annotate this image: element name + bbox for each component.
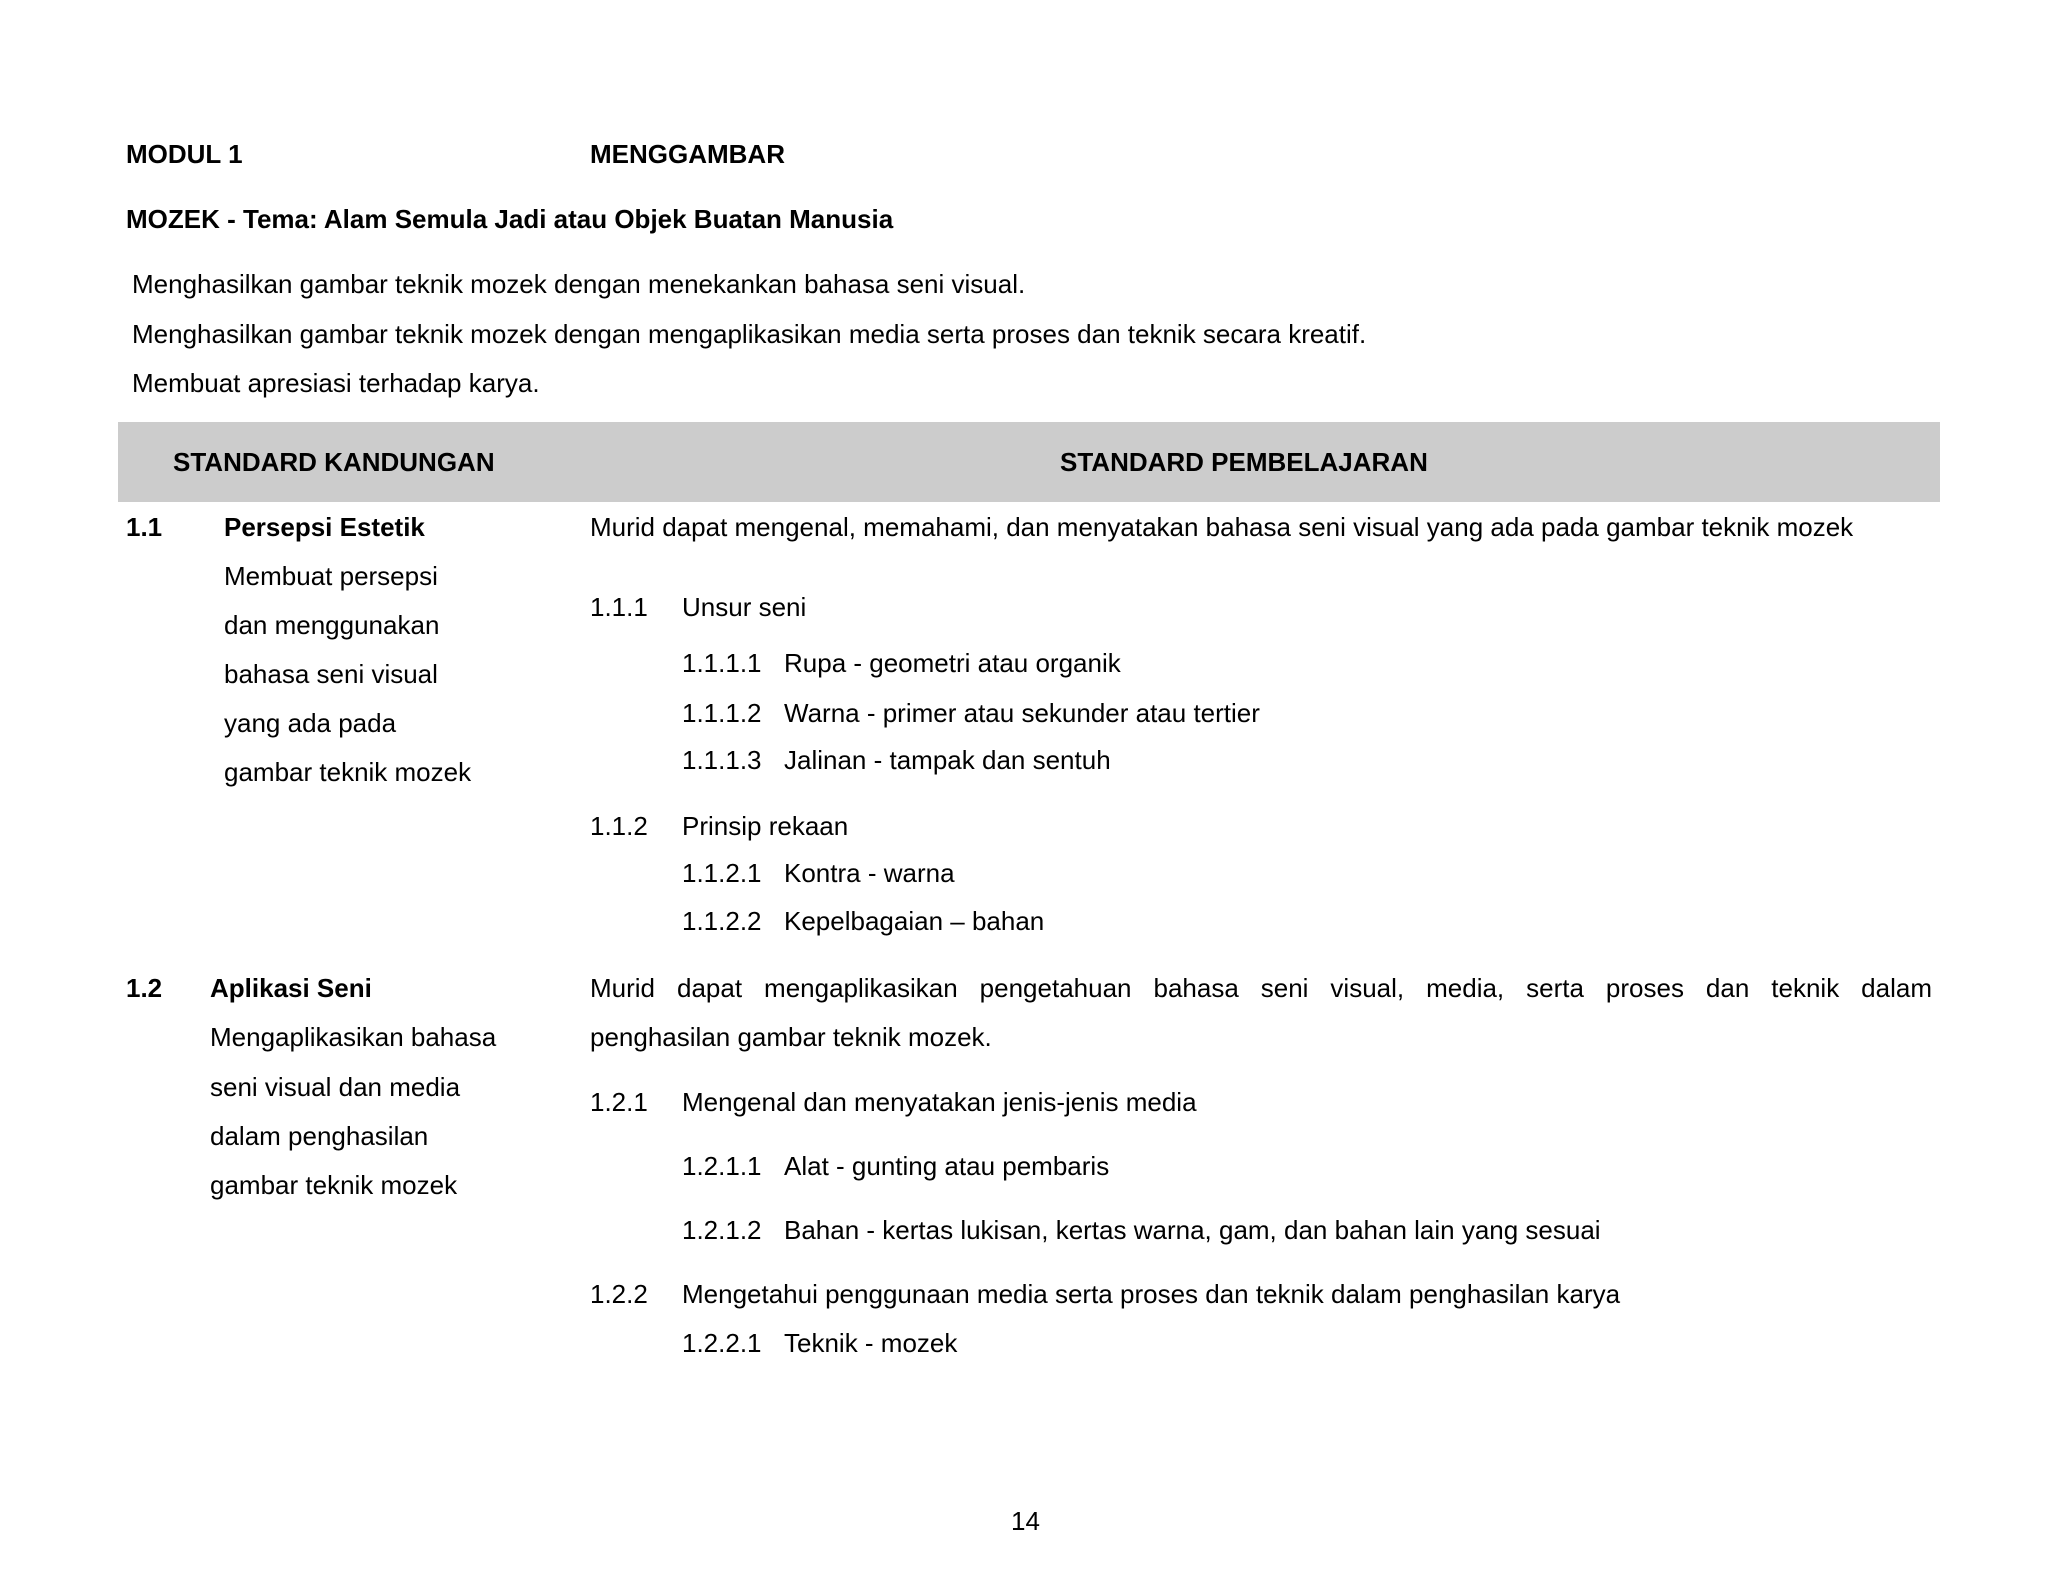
section-description-line: dan menggunakan: [224, 610, 440, 640]
learning-standard-intro: Murid dapat mengenal, memahami, dan menyatakan bahasa seni visual yang ada pada gambar teknik mozek: [590, 512, 1854, 542]
subitem-number: 1.1.2.2: [682, 906, 762, 936]
subitem-number: 1.1.1.2: [682, 698, 762, 728]
col-header-standard-kandungan: STANDARD KANDUNGAN: [173, 447, 495, 477]
item-number: 1.1.2: [590, 811, 648, 841]
subitem-number: 1.1.1.3: [682, 745, 762, 775]
page-number: 14: [1011, 1506, 1040, 1536]
section-description-line: yang ada pada: [224, 708, 397, 738]
subitem-text: Teknik - mozek: [784, 1328, 958, 1358]
learning-standard-intro-line1: Murid dapat mengaplikasikan pengetahuan bahasa seni visual, media, serta proses dan teknik dalam: [590, 973, 1932, 1003]
subitem-text: Jalinan - tampak dan sentuh: [784, 745, 1111, 775]
item-text: Unsur seni: [682, 592, 807, 622]
section-description-line: bahasa seni visual: [224, 659, 438, 689]
item-number: 1.1.1: [590, 592, 648, 622]
subitem-text: Kontra - warna: [784, 858, 955, 888]
module-label: MODUL 1: [126, 139, 243, 169]
subitem-text: Kepelbagaian – bahan: [784, 906, 1045, 936]
section-title: Persepsi Estetik: [224, 512, 425, 542]
subitem-number: 1.1.1.1: [682, 648, 762, 678]
section-description-line: gambar teknik mozek: [224, 757, 472, 787]
section-description-line: Membuat persepsi: [224, 561, 438, 591]
objective-1: Menghasilkan gambar teknik mozek dengan menekankan bahasa seni visual.: [132, 269, 1026, 299]
item-text: Mengetahui penggunaan media serta proses dan teknik dalam penghasilan karya: [682, 1279, 1621, 1309]
subitem-number: 1.2.1.1: [682, 1151, 762, 1181]
module-title: MENGGAMBAR: [590, 139, 785, 169]
module-subtitle: MOZEK - Tema: Alam Semula Jadi atau Objek Buatan Manusia: [126, 204, 894, 234]
subitem-text: Bahan - kertas lukisan, kertas warna, gam, dan bahan lain yang sesuai: [784, 1215, 1601, 1245]
subitem-number: 1.1.2.1: [682, 858, 762, 888]
section-number: 1.2: [126, 973, 163, 1003]
section-title: Aplikasi Seni: [210, 973, 372, 1003]
subitem-text: Rupa - geometri atau organik: [784, 648, 1121, 678]
section-description-line: gambar teknik mozek: [210, 1170, 458, 1200]
subitem-number: 1.2.1.2: [682, 1215, 762, 1245]
subitem-text: Warna - primer atau sekunder atau tertier: [784, 698, 1260, 728]
section-number: 1.1: [126, 512, 163, 542]
section-description-line: dalam penghasilan: [210, 1121, 429, 1151]
section-description-line: Mengaplikasikan bahasa: [210, 1022, 497, 1052]
item-text: Mengenal dan menyatakan jenis-jenis media: [682, 1087, 1197, 1117]
section-description-line: seni visual dan media: [210, 1072, 461, 1102]
subitem-number: 1.2.2.1: [682, 1328, 762, 1358]
item-text: Prinsip rekaan: [682, 811, 849, 841]
learning-standard-intro-line2: penghasilan gambar teknik mozek.: [590, 1022, 992, 1052]
subitem-text: Alat - gunting atau pembaris: [784, 1151, 1110, 1181]
item-number: 1.2.1: [590, 1087, 648, 1117]
objective-2: Menghasilkan gambar teknik mozek dengan mengaplikasikan media serta proses dan teknik secara kreatif.: [132, 319, 1367, 349]
item-number: 1.2.2: [590, 1279, 648, 1309]
col-header-standard-pembelajaran: STANDARD PEMBELAJARAN: [1060, 447, 1428, 477]
objective-3: Membuat apresiasi terhadap karya.: [132, 368, 540, 398]
